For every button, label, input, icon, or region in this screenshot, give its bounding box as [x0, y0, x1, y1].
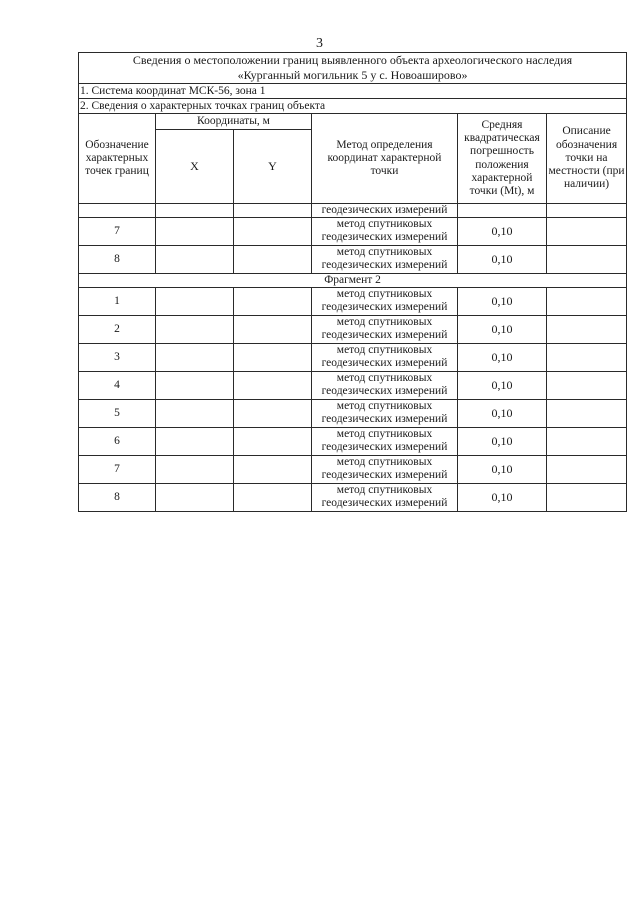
method-cell [312, 483, 458, 511]
page-number: 3 [316, 36, 323, 51]
description-cell [547, 315, 627, 343]
point-number: 4 [79, 371, 156, 399]
fragment-label: Фрагмент 2 [79, 273, 627, 287]
description-cell [547, 343, 627, 371]
description-cell [547, 455, 627, 483]
method-cell [312, 399, 458, 427]
table-title [79, 53, 627, 84]
error-value: 0,10 [458, 245, 547, 273]
title-line-2: «Курганный могильник 5 у с. Новоаширово» [237, 68, 468, 82]
method-line-1: метод спутниковых [336, 315, 433, 328]
x-cell [156, 245, 234, 273]
table-row [79, 245, 627, 273]
method-cell [312, 371, 458, 399]
method-line-2: геодезических измерений [321, 329, 448, 342]
method-cell [312, 427, 458, 455]
method-line-1: метод спутниковых [336, 343, 433, 356]
description-cell [547, 483, 627, 511]
point-number: 6 [79, 427, 156, 455]
description-cell [547, 427, 627, 455]
table-row [79, 427, 627, 455]
table-row [79, 399, 627, 427]
error-value: 0,10 [458, 427, 547, 455]
y-cell [234, 399, 312, 427]
y-cell [234, 343, 312, 371]
method-line-2: геодезических измерений [321, 441, 448, 454]
method-line-2: геодезических измерений [321, 497, 448, 510]
error-value: 0,10 [458, 483, 547, 511]
point-number: 2 [79, 315, 156, 343]
x-cell [156, 427, 234, 455]
method-line-2: геодезических измерений [321, 357, 448, 370]
method-line-1: метод спутниковых [336, 371, 433, 384]
point-number: 7 [79, 455, 156, 483]
method-line-1: метод спутниковых [336, 483, 433, 496]
error-value: 0,10 [458, 287, 547, 315]
table-row [79, 371, 627, 399]
method-line-1: метод спутниковых [336, 245, 433, 258]
header-x: X [156, 130, 234, 204]
point-number: 8 [79, 483, 156, 511]
partial-cell [458, 204, 547, 218]
point-number: 1 [79, 287, 156, 315]
method-line-2: геодезических измерений [321, 385, 448, 398]
partial-cell [79, 204, 156, 218]
point-number: 5 [79, 399, 156, 427]
method-line-2: геодезических измерений [321, 231, 448, 244]
x-cell [156, 399, 234, 427]
table-row [79, 343, 627, 371]
x-cell [156, 483, 234, 511]
y-cell [234, 455, 312, 483]
description-cell [547, 371, 627, 399]
method-line-2: геодезических измерений [321, 259, 448, 272]
description-cell [547, 245, 627, 273]
table-row [79, 315, 627, 343]
error-value: 0,10 [458, 455, 547, 483]
point-number: 3 [79, 343, 156, 371]
table-row [79, 287, 627, 315]
description-cell [547, 287, 627, 315]
method-cell [312, 287, 458, 315]
x-cell [156, 315, 234, 343]
point-number: 7 [79, 217, 156, 245]
coordinate-system-line: 1. Система координат МСК-56, зона 1 [79, 84, 627, 99]
header-error: Средняя квадратическая погрешность положения характерной точки (Mt), м [458, 114, 547, 204]
description-cell [547, 217, 627, 245]
method-line-1: метод спутниковых [336, 427, 433, 440]
table-row [79, 217, 627, 245]
x-cell [156, 217, 234, 245]
error-value: 0,10 [458, 315, 547, 343]
boundary-points-table [78, 52, 627, 512]
x-cell [156, 371, 234, 399]
x-cell [156, 343, 234, 371]
partial-cell [156, 204, 234, 218]
x-cell [156, 455, 234, 483]
method-line-1: метод спутниковых [336, 399, 433, 412]
y-cell [234, 371, 312, 399]
partial-method: геодезических измерений [312, 204, 458, 218]
y-cell [234, 427, 312, 455]
title-line-1: Сведения о местоположении границ выявленного объекта археологического наследия [132, 53, 573, 67]
table-row [79, 483, 627, 511]
method-line-2: геодезических измерений [321, 469, 448, 482]
method-cell [312, 343, 458, 371]
description-cell [547, 399, 627, 427]
y-cell [234, 287, 312, 315]
error-value: 0,10 [458, 217, 547, 245]
header-point-designation: Обозначение характерных точек границ [79, 114, 156, 204]
header-method: Метод определения координат характерной точки [312, 114, 458, 204]
partial-cell [547, 204, 627, 218]
point-number: 8 [79, 245, 156, 273]
y-cell [234, 315, 312, 343]
method-line-2: геодезических измерений [321, 413, 448, 426]
header-coordinates: Координаты, м [156, 114, 312, 130]
error-value: 0,10 [458, 343, 547, 371]
x-cell [156, 287, 234, 315]
error-value: 0,10 [458, 371, 547, 399]
header-y: Y [234, 130, 312, 204]
table-row [79, 455, 627, 483]
fragment-row [79, 273, 627, 287]
method-line-1: метод спутниковых [336, 287, 433, 300]
method-cell [312, 245, 458, 273]
method-line-1: метод спутниковых [336, 217, 433, 230]
section-heading: 2. Сведения о характерных точках границ объекта [79, 99, 627, 114]
y-cell [234, 217, 312, 245]
header-description: Описание обозначения точки на местности (при наличии) [547, 114, 627, 204]
method-line-1: метод спутниковых [336, 455, 433, 468]
error-value: 0,10 [458, 399, 547, 427]
method-cell [312, 455, 458, 483]
method-line-2: геодезических измерений [321, 301, 448, 314]
y-cell [234, 245, 312, 273]
method-cell [312, 217, 458, 245]
method-cell [312, 315, 458, 343]
partial-cell [234, 204, 312, 218]
y-cell [234, 483, 312, 511]
